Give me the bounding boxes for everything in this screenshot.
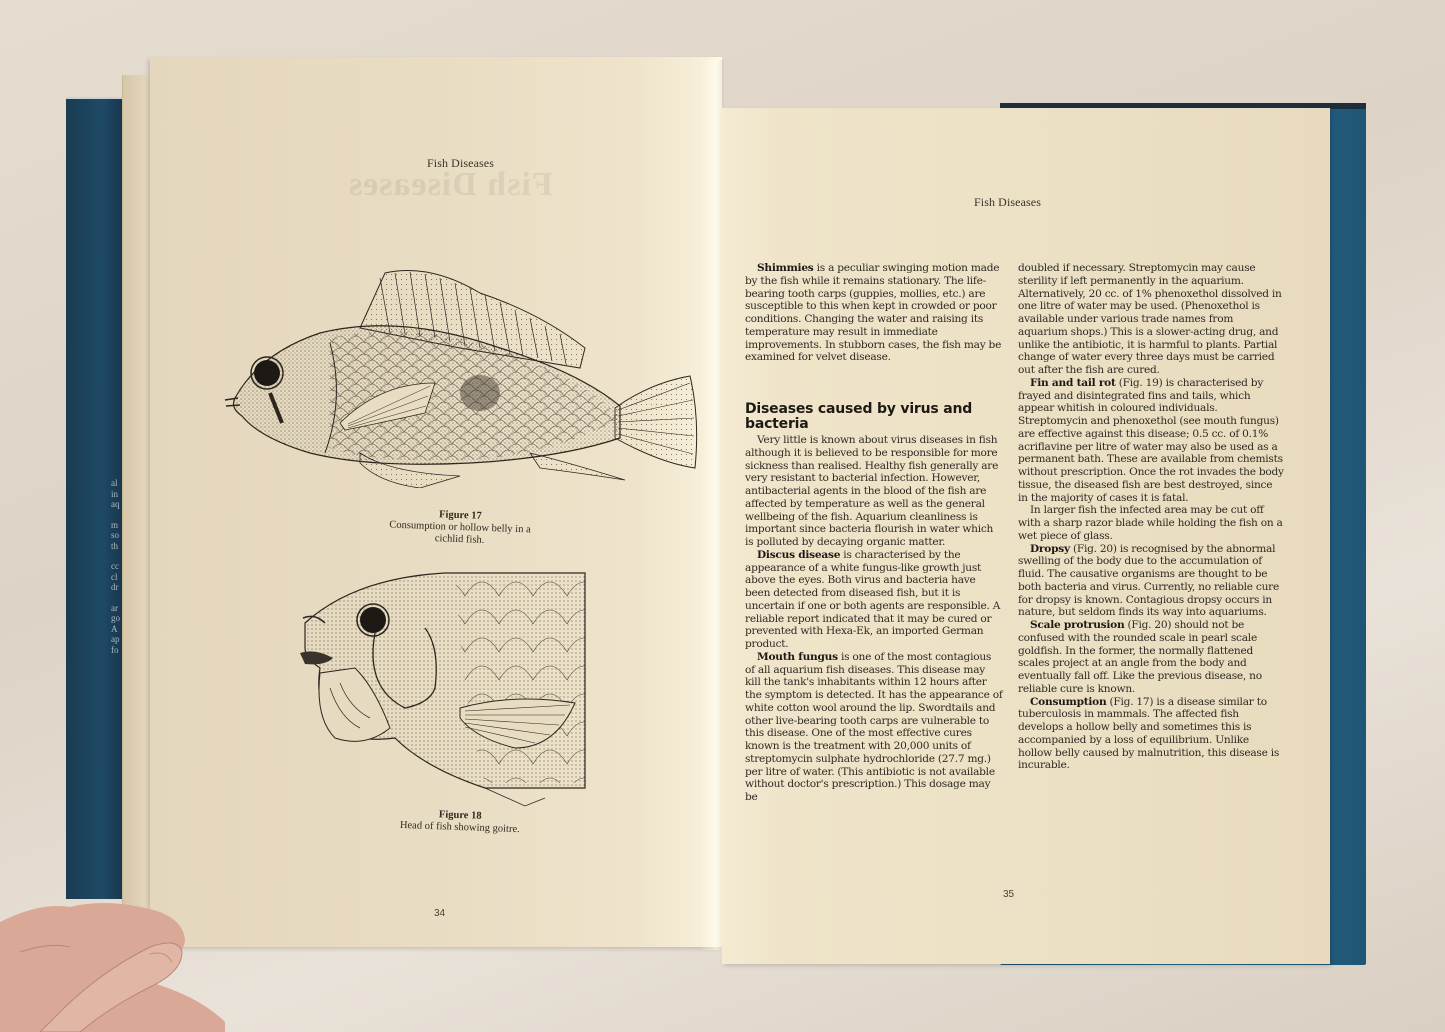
bleed-through-text	[111, 478, 125, 655]
cichlid-fish-illustration	[220, 258, 710, 488]
bleed-fragment: al	[111, 478, 118, 488]
text: is a peculiar swinging motion made by the fish while it remains stationary. The life-bearing tooth carps (guppies, mollies, etc.) are susceptible to this when kept in crowded or poor conditions. Changing the water and raising its temperature may result in immediate improvements. In stubborn cases, the fish may be examined for velvet disease.	[745, 262, 1002, 364]
text: (Fig. 20) should not be confused with the rounded scale in pearl scale goldfish. In the former, the normally flattened scales project at an angle from the body and eventually fall off. Like the previous disease, no reliable cure is known.	[1018, 619, 1262, 695]
term-shimmies: Shimmies	[757, 262, 814, 274]
bleed-fragment: in	[111, 488, 119, 499]
term-fin-tail-rot: Fin and tail rot	[1030, 376, 1116, 389]
term-dropsy: Dropsy	[1030, 542, 1070, 555]
figure-17-caption-line1: Consumption or hollow belly in a	[389, 519, 531, 536]
term-mouth-fungus: Mouth fungus	[757, 650, 838, 663]
bleed-fragment: th	[111, 540, 119, 551]
right-column-2	[1018, 262, 1284, 772]
figure-18-label: Figure 18	[438, 809, 482, 822]
paragraph-continuation: doubled if necessary. Streptomycin may cause sterility if left permanently in the aquarium. Alternatively, 20 cc. of 1% phenoxethol dissolved in one litre of water may be used. (Phenoxethol is available under various trade names from aquarium shops.) This is a slower-acting drug, and unlike the antibiotic, it is harmful to plants. Partial change of water every three days must be carried out after the fish are cured.	[1018, 262, 1282, 376]
ghost-chapter-title: Fish Diseases	[348, 166, 553, 203]
right-column-1	[745, 262, 1003, 804]
left-running-head: Fish Diseases	[427, 156, 494, 170]
bleed-fragment: so	[111, 530, 120, 540]
paragraph-larger-fish: In larger fish the infected area may be cut off with a sharp razor blade while holding the fish on a wet piece of glass.	[1018, 504, 1283, 542]
right-page-number: 35	[1003, 889, 1015, 900]
text: (Fig. 17) is a disease similar to tuberculosis in mammals. The affected fish develops a hollow belly and sometimes this is accompanied by a loss of equilibrium. Unlike hollow belly caused by malnutrition, this disease is incurable.	[1018, 695, 1280, 772]
term-scale-protrusion: Scale protrusion	[1030, 619, 1125, 631]
bleed-fragment: m	[111, 519, 119, 530]
section-heading: Diseases caused by virus and bacteria	[745, 401, 973, 432]
text: (Fig. 19) is characterised by frayed and disintegrated fins and tails, which appear whitish in coloured individuals. Streptomycin and phenoxethol (see mouth fungus) are effective against this disease; 0.5 cc. of 0.1% acriflavine per litre of water may also be used as a permanent bath. These are available from chemists without prescription. Once the rot invades the body tissue, the diseased fish are best destroyed, since in the majority of cases it is fatal.	[1018, 376, 1284, 504]
paragraph-consumption	[1018, 696, 1284, 773]
text: is one of the most contagious of all aquarium fish diseases. This disease may kill the tank's inhabitants within 12 hours after the symptom is detected. It has the appearance of white cotton wool around the lip. Swordtails and other live-bearing tooth carps are vulnerable to this disease. One of the most effective cures known is the treatment with 20,000 units of streptomycin sulphate hydrochloride (27.7 mg.) per litre of water. (This antibiotic is not available without doctor's prescription.) This dosage may be	[745, 650, 1003, 803]
term-consumption: Consumption	[1030, 695, 1107, 708]
bleed-fragment: cl	[111, 571, 118, 582]
text: (Fig. 20) is recognised by the abnormal swelling of the body due to the accumulation of fluid. The causative organisms are thought to be both bacteria and virus. Currently, no reliable cure for dropsy is known. Contagious dropsy occurs in nature, but seldom finds its way into aquariums.	[1018, 542, 1280, 619]
paragraph-intro: Very little is known about virus diseases in fish although it is believed to be responsible for more sickness than realised. Healthy fish generally are very resistant to bacterial infection. However, antibacterial agents in the blood of the fish are affected by temperature as well as the general wellbeing of the fish. Aquarium cleanliness is important since bacteria flourish in water which is polluted by decaying organic matter.	[745, 434, 999, 548]
paragraph-dropsy	[1018, 543, 1284, 620]
hand-holding-page	[0, 892, 240, 1032]
bleed-fragment: fo	[111, 644, 119, 655]
paragraph-discus	[745, 549, 1003, 651]
figure-17-caption	[369, 507, 550, 549]
left-page-number: 34	[434, 908, 446, 919]
figure-17-caption-line2: cichlid fish.	[434, 533, 485, 546]
bleed-fragment: ap	[111, 634, 120, 644]
paragraph-fin-tail-rot	[1018, 377, 1284, 505]
bleed-fragment: cc	[111, 561, 119, 571]
paragraph-mouth-fungus	[745, 651, 1003, 804]
bleed-fragment: A	[111, 623, 118, 634]
figure-17-label: Figure 17	[438, 509, 482, 522]
right-running-head: Fish Diseases	[974, 195, 1041, 209]
figure-18-caption-line1: Head of fish showing goitre.	[399, 819, 520, 836]
bleed-fragment: aq	[111, 499, 120, 509]
bleed-fragment: go	[111, 613, 120, 623]
paragraph-scale-protrusion	[1018, 619, 1284, 696]
fish-head-goitre-illustration	[295, 568, 590, 808]
term-discus-disease: Discus disease	[757, 548, 841, 561]
text: is characterised by the appearance of a white fungus-like growth just above the eyes. Both virus and bacteria have been detected from diseased fish, but it is uncertain if one or both agents are responsible. A reliable report indicated that it may be cured or prevented with Hexa-Ek, an imported German product.	[745, 548, 1001, 650]
paragraph-shimmies	[745, 262, 1003, 364]
gutter	[700, 60, 724, 950]
bleed-fragment: ar	[111, 602, 118, 613]
bleed-fragment: dr	[111, 582, 119, 592]
